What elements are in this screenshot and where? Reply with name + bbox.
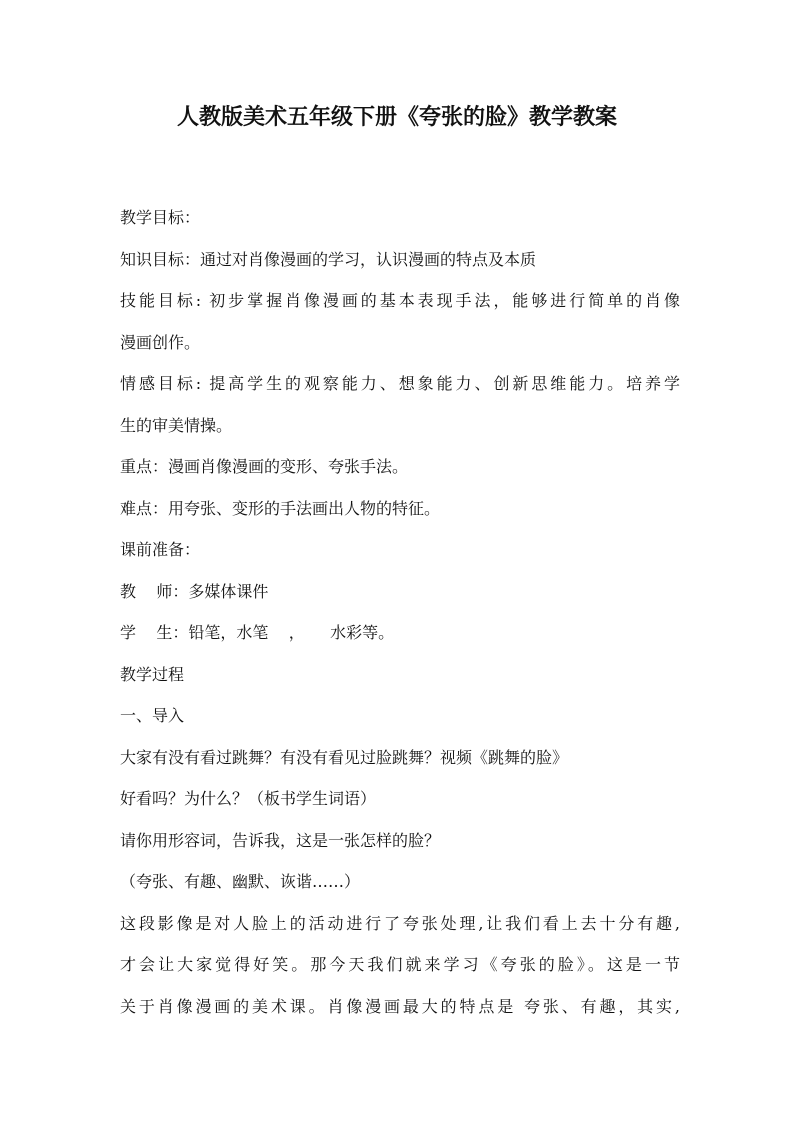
paragraph-line: 请你用形容词，告诉我，这是一张怎样的脸？ [120,830,441,850]
paragraph-line: 知识目标：通过对肖像漫画的学习，认识漫画的特点及本质 [120,249,537,269]
section-heading-teaching-goals: 教学目标： [120,208,201,227]
paragraph-line: 情感目标: 提高学生的观察能力、想象能力、创新思维能力。培养学 [120,374,680,393]
paragraph-line: 重点：漫画肖像漫画的变形、夸张手法。 [120,457,409,476]
paragraph-line: 生的审美情操。 [120,415,233,435]
paragraph-line: 学 生：铅笔，水笔 ， 水彩等。 [120,623,395,642]
paragraph-line: 关于肖像漫画的美术课。肖像漫画最大的特点是 夸张、有趣，其实, [120,996,680,1016]
document-title: 人教版美术五年级下册《夸张的脸》教学教案 [176,105,617,130]
section-heading-process: 教学过程 [120,664,185,684]
section-heading-intro: 一、导入 [120,706,185,725]
paragraph-line: 漫画创作。 [120,332,201,352]
paragraph-line: （夸张、有趣、幽默、诙谐……） [120,872,361,891]
paragraph-line: 大家有没有看过跳舞？有没有看见过脸跳舞？视频《跳舞的脸》 [120,747,569,767]
document-body [120,197,680,1027]
paragraph-line: 难点：用夸张、变形的手法画出人物的特征。 [120,498,441,518]
paragraph-line: 这段影像是对人脸上的活动进行了夸张处理,让我们看上去十分有趣, [120,913,680,933]
paragraph-line: 才会让大家觉得好笑。那今天我们就来学习《夸张的脸》。这是一节 [120,955,680,974]
paragraph-line: 技能目标: 初步掌握肖像漫画的基本表现手法，能够进行简单的肖像 [120,291,680,310]
paragraph-line: 教 师：多媒体课件 [120,581,269,601]
section-heading-preparation: 课前准备： [120,540,201,559]
paragraph-line: 好看吗？为什么？（板书学生词语） [120,789,377,808]
